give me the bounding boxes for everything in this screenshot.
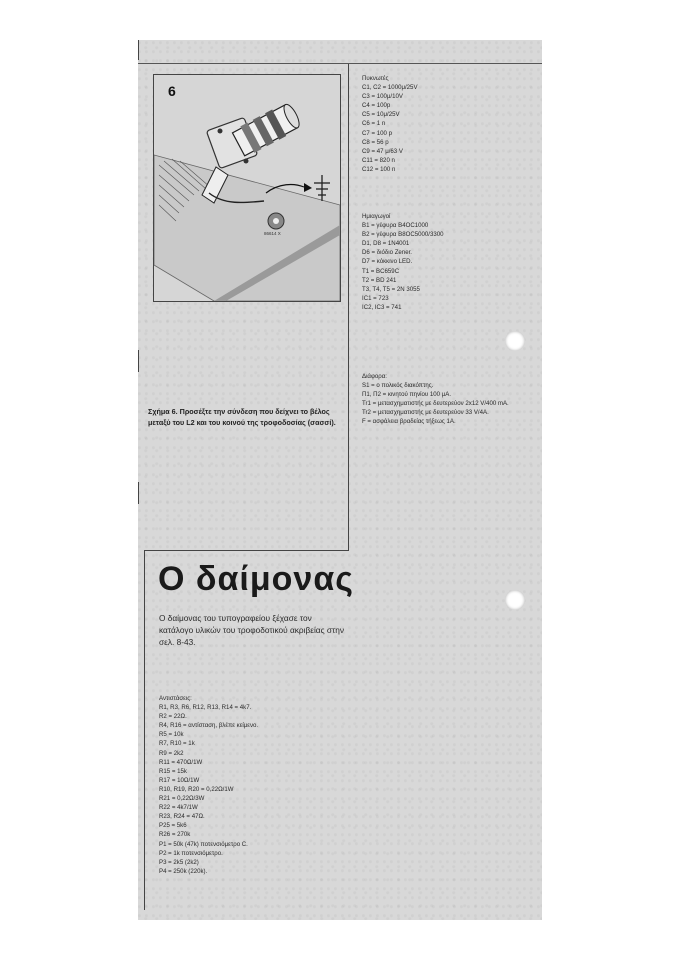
- list-item: Tr2 = μετασχηματιστής με δευτερεύον 33 V/4A.: [362, 409, 489, 417]
- binder-hole: [505, 331, 525, 351]
- list-item: R1, R3, R6, R12, R13, R14 = 4k7.: [159, 704, 252, 712]
- resistor-list: [159, 694, 258, 876]
- figure-6: [153, 74, 341, 302]
- list-item: C6 = 1 n: [362, 120, 386, 128]
- list-item: C5 = 10μ/25V: [362, 111, 400, 119]
- list-title: Διάφορα:: [362, 373, 387, 380]
- list-item: R9 = 2k2: [159, 749, 184, 757]
- list-item: C12 = 100 n: [362, 165, 396, 173]
- list-title: Πυκνωτές: [362, 75, 389, 82]
- pcb-board: [154, 155, 340, 301]
- list-item: B1 = γέφυρα B4OC1000: [362, 222, 429, 230]
- list-item: R2 = 22Ω.: [159, 713, 187, 721]
- left-edge-mark: [138, 482, 139, 504]
- top-divider: [138, 63, 542, 64]
- list-item: R23, R24 = 47Ω.: [159, 813, 205, 821]
- list-item: F = ασφάλεια βραδείας τήξεως 1A.: [362, 418, 456, 426]
- list-item: R10, R19, R20 = 0,22Ω/1W: [159, 785, 234, 793]
- list-item: R15 = 15k: [159, 767, 187, 775]
- section-heading: Ο δαίμονας: [158, 560, 354, 598]
- list-item: R17 = 10Ω/1W: [159, 776, 200, 784]
- list-item: C1, C2 = 1000μ/25V: [362, 84, 418, 92]
- left-edge-mark: [138, 350, 139, 372]
- list-item: C11 = 820 n: [362, 156, 395, 164]
- left-edge-mark: [138, 40, 139, 60]
- list-item: P2 = 1k ποτενσιόμετρο.: [159, 849, 223, 857]
- list-title: Αντιστάσεις:: [159, 695, 192, 702]
- misc-list: [362, 372, 544, 427]
- list-item: C7 = 100 p: [362, 129, 392, 137]
- section-divider: [144, 550, 349, 551]
- list-item: T1 = BC659C: [362, 267, 400, 275]
- list-item: R5 = 10k: [159, 731, 184, 739]
- figure-number: 6: [168, 83, 176, 99]
- semiconductor-list: [362, 212, 444, 312]
- column-divider: [348, 64, 349, 550]
- list-title: Ημιαγωγοί: [362, 213, 391, 220]
- binder-hole: [505, 590, 525, 610]
- list-item: IC1 = 723: [362, 294, 389, 302]
- list-item: P25 = 5k6: [159, 822, 187, 830]
- list-item: C8 = 56 p: [362, 138, 389, 146]
- list-item: R22 = 4k7/1W: [159, 804, 198, 812]
- list-item: R21 = 0,22Ω/3W: [159, 795, 205, 803]
- list-item: D1, D8 = 1N4001: [362, 240, 410, 248]
- list-item: B2 = γέφυρα B8OC5000/3300: [362, 231, 444, 239]
- list-item: R11 = 470Ω/1W: [159, 758, 203, 766]
- list-item: P1 = 50k (47k) ποτενσιόμετρο C.: [159, 840, 248, 848]
- capacitor-list: [362, 74, 418, 174]
- list-item: S1 = ο πολικός διακόπτης.: [362, 382, 434, 390]
- list-item: R7, R10 = 1k: [159, 740, 195, 748]
- list-item: R26 = 270k: [159, 831, 191, 839]
- list-item: C9 = 47 μ/63 V: [362, 147, 403, 155]
- board-label: 86614 X: [264, 231, 281, 236]
- list-item: D6 = διόδιο Zener.: [362, 249, 412, 257]
- section-side-rule: [144, 550, 145, 910]
- list-item: R4, R16 = αντίσταση, βλέπε κείμενο.: [159, 722, 259, 730]
- connector-barrel: [232, 101, 303, 158]
- list-item: IC2, IC3 = 741: [362, 303, 402, 311]
- list-item: P4 = 250k (220k).: [159, 867, 208, 875]
- ground-symbol-icon: [314, 175, 330, 201]
- list-item: D7 = κόκκινο LED.: [362, 258, 413, 266]
- figure-caption: Σχήμα 6. Προσέξτε την σύνδεση που δείχνει το βέλος μεταξύ του L2 και του κοινού της τροφοδοσίας (σασσί).: [148, 407, 336, 427]
- list-item: C4 = 100p: [362, 102, 391, 110]
- connector-illustration: [154, 75, 340, 301]
- list-item: C3 = 100μ/10V: [362, 93, 403, 101]
- section-intro: Ο δαίμονας του τυπογραφείου ξέχασε τον κατάλογο υλικών του τροφοδοτικού ακριβείας στην σελ. 8-43.: [159, 613, 345, 647]
- list-item: P3 = 2k5 (2k2): [159, 858, 199, 866]
- list-item: Π1, Π2 = κινητού πηνίου 100 μA.: [362, 391, 452, 399]
- list-item: T2 = BD 241: [362, 276, 397, 284]
- list-item: T3, T4, T5 = 2N 3055: [362, 285, 420, 293]
- list-item: Tr1 = μετασχηματιστής με δευτερεύον 2x12 V/400 mA.: [362, 400, 509, 408]
